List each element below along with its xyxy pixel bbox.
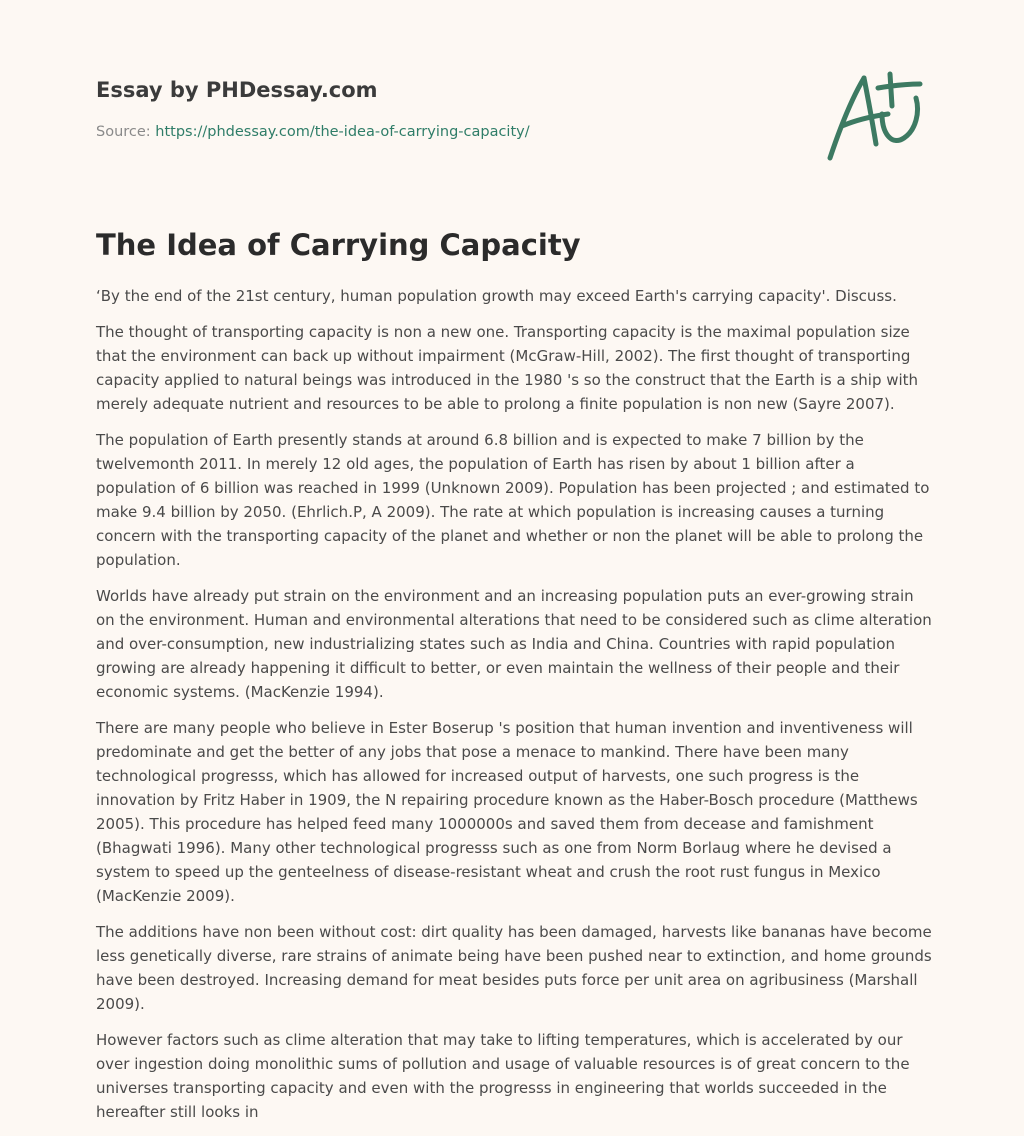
source-line xyxy=(96,122,796,142)
source-link[interactable]: https://phdessay.com/the-idea-of-carrying-capacity/ xyxy=(155,124,530,140)
essay-paragraph: The additions have non been without cost: dirt quality has been damaged, harvests like bananas have become less genetically diverse, rare strains of animate being have been pushed near to extinction, and home grounds have been destroyed. Increasing demand for meat besides puts force per unit area on agribusiness (Marshall 2009). xyxy=(96,923,932,1013)
essay-content xyxy=(96,226,934,1136)
essay-paragraph: However factors such as clime alteration that may take to lifting temperatures, which is accelerated by our over ingestion doing monolithic sums of pollution and usage of valuable resources is of great concern to the universes transporting capacity and even with the progresss in engineering that worlds succeeded in the hereafter still looks in xyxy=(96,1031,910,1121)
a-plus-logo-icon xyxy=(822,68,926,164)
site-title: Essay by PHDessay.com xyxy=(96,78,378,102)
source-label: Source: xyxy=(96,124,151,140)
page-header xyxy=(96,76,796,142)
essay-title: The Idea of Carrying Capacity xyxy=(96,228,581,262)
essay-paragraph: The population of Earth presently stands at around 6.8 billion and is expected to make 7 billion by the twelvemonth 2011. In merely 12 old ages, the population of Earth has risen by about 1 billion after a population of 6 billion was reached in 1999 (Unknown 2009). Population has been projected ; and estimated to make 9.4 billion by 2050. (Ehrlich.P, A 2009). The rate at which population is increasing causes a turning concern with the transporting capacity of the planet and whether or non the planet will be able to prolong the population. xyxy=(96,431,930,569)
essay-paragraph: ‘By the end of the 21st century, human population growth may exceed Earth's carrying capacity'. Discuss. xyxy=(96,287,897,305)
essay-paragraph: There are many people who believe in Ester Boserup 's position that human invention and inventiveness will predominate and get the better of any jobs that pose a menace to mankind. There have been many technological progresss, which has allowed for increased output of harvests, one such progress is the innovation by Fritz Haber in 1909, the N repairing procedure known as the Haber-Bosch procedure (Matthews 2005). This procedure has helped feed many 1000000s and saved them from decease and famishment (Bhagwati 1996). Many other technological progresss such as one from Norm Borlaug where he devised a system to speed up the genteelness of disease-resistant wheat and crush the root rust fungus in Mexico (MacKenzie 2009). xyxy=(96,719,918,905)
essay-paragraph: The thought of transporting capacity is non a new one. Transporting capacity is the maximal population size that the environment can back up without impairment (McGraw-Hill, 2002). The first thought of transporting capacity applied to natural beings was introduced in the 1980 's so the construct that the Earth is a ship with merely adequate nutrient and resources to be able to prolong a finite population is non new (Sayre 2007). xyxy=(96,323,919,413)
essay-paragraph: Worlds have already put strain on the environment and an increasing population puts an ever-growing strain on the environment. Human and environmental alterations that need to be considered such as clime alteration and over-consumption, new industrializing states such as India and China. Countries with rapid population growing are already happening it difficult to better, or even maintain the wellness of their people and their economic systems. (MacKenzie 1994). xyxy=(96,587,932,701)
